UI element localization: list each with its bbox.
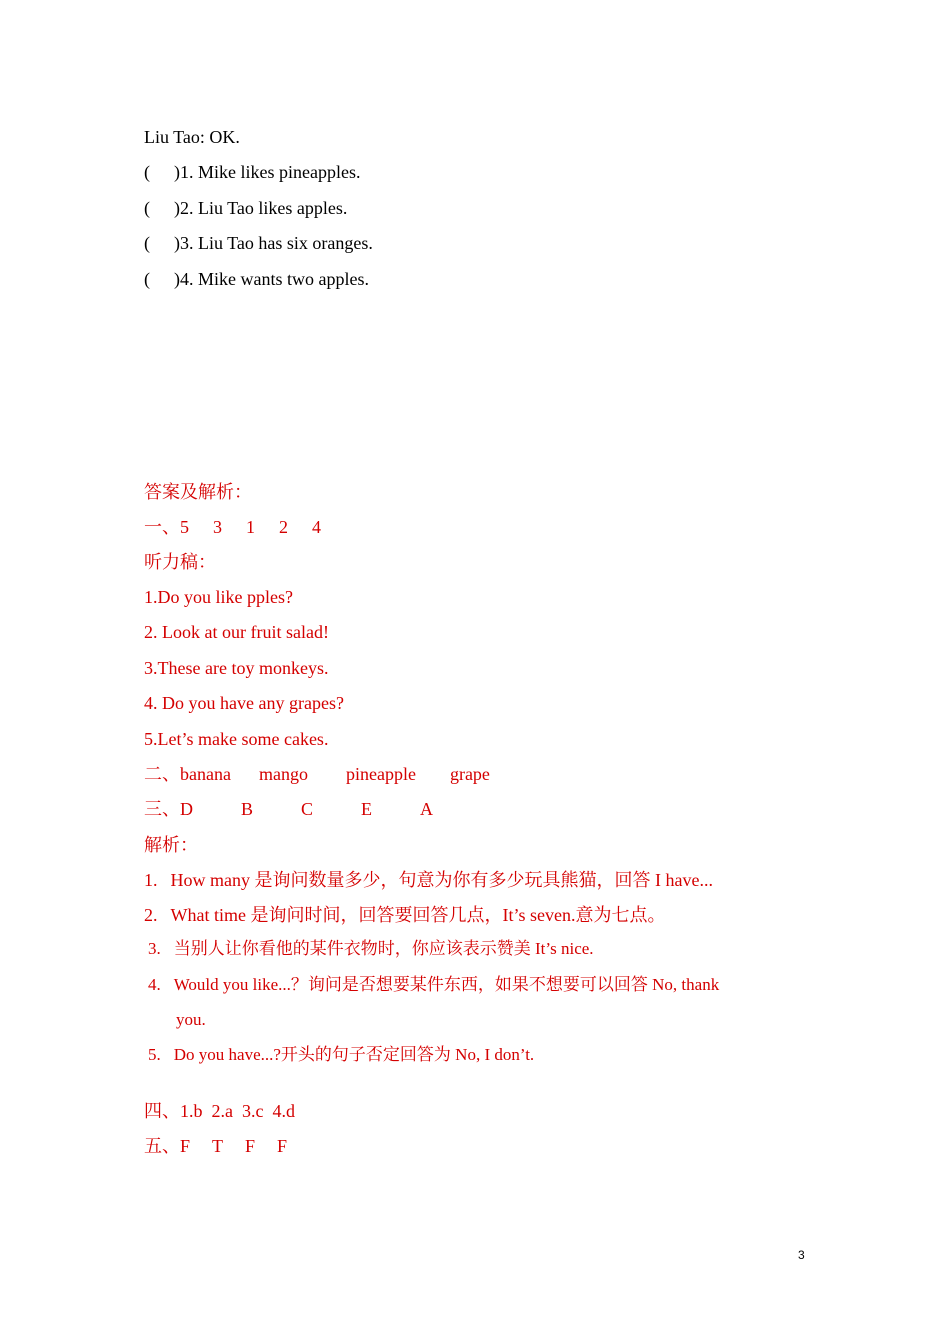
script-line: 1.Do you like pples? bbox=[144, 587, 293, 607]
analysis-item: 4. Would you like...？询问是否想要某件东西，如果不想要可以回答 No, thank bbox=[148, 975, 720, 994]
analysis-item: 3. 当别人让你看他的某件衣物时，你应该表示赞美 It’s nice. bbox=[148, 939, 594, 958]
answers-heading: 答案及解析： bbox=[144, 482, 252, 502]
analysis-item: 2. What time 是询问时间，回答要回答几点，It’s seven.意为七点。 bbox=[144, 905, 666, 925]
answer-part5: 五、F T F F bbox=[144, 1136, 288, 1156]
script-line: 2. Look at our fruit salad! bbox=[144, 622, 329, 642]
answer-part1: 一、5 3 1 2 4 bbox=[144, 517, 321, 537]
dialogue-line: Liu Tao: OK. bbox=[144, 127, 240, 147]
tf-question: ( )3. Liu Tao has six oranges. bbox=[144, 233, 373, 253]
analysis-item: 1. How many 是询问数量多少，句意为你有多少玩具熊猫，回答 I have... bbox=[144, 870, 713, 890]
analysis-item-continued: you. bbox=[176, 1010, 206, 1029]
script-line: 5.Let’s make some cakes. bbox=[144, 729, 329, 749]
tf-question: ( )1. Mike likes pineapples. bbox=[144, 162, 361, 182]
script-line: 4. Do you have any grapes? bbox=[144, 693, 344, 713]
tf-question: ( )2. Liu Tao likes apples. bbox=[144, 198, 348, 218]
answer-part4: 四、1.b 2.a 3.c 4.d bbox=[144, 1101, 295, 1121]
page-number: 3 bbox=[798, 1248, 805, 1262]
tf-question: ( )4. Mike wants two apples. bbox=[144, 269, 369, 289]
script-line: 3.These are toy monkeys. bbox=[144, 658, 329, 678]
analysis-item: 5. Do you have...?开头的句子否定回答为 No, I don’t. bbox=[148, 1045, 535, 1064]
answer-part3: 三、D B C E A bbox=[144, 799, 434, 819]
script-heading: 听力稿： bbox=[144, 552, 216, 572]
analysis-heading: 解析： bbox=[144, 835, 198, 855]
answer-part2: 二、banana mango pineapple grape bbox=[144, 764, 490, 784]
